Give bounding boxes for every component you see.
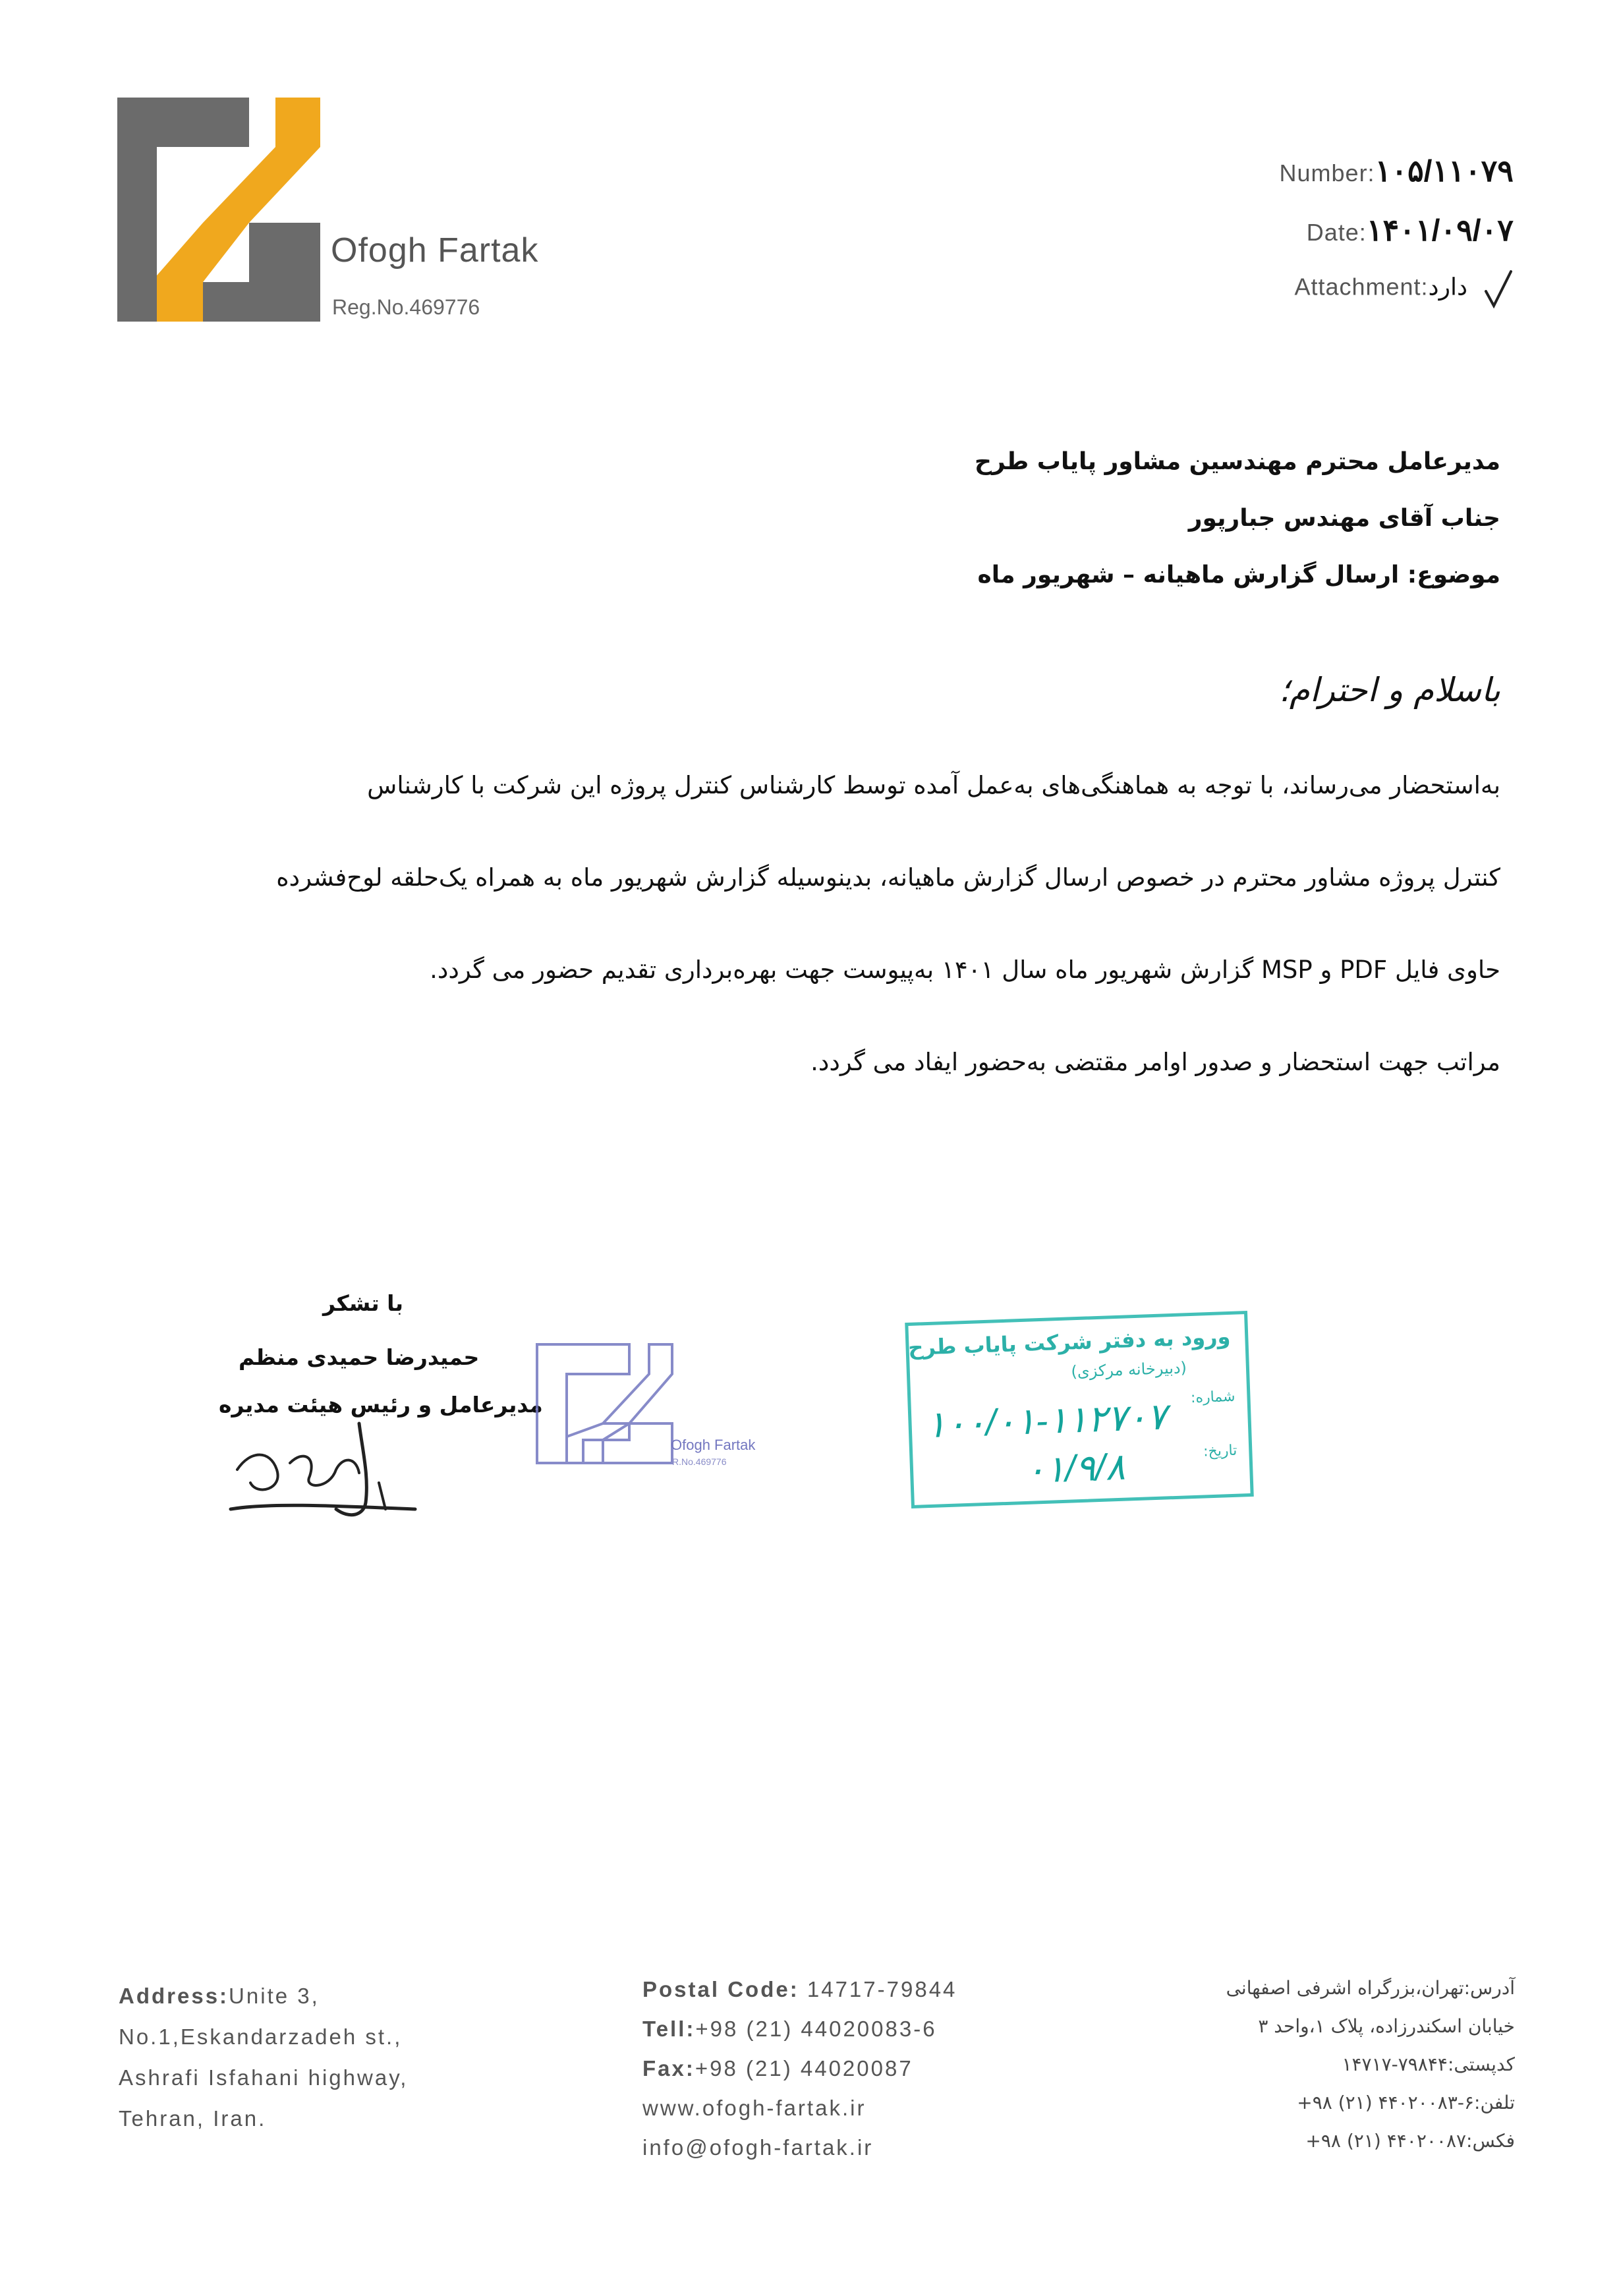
signatory-name: حمیدرضا حمیدی منظم bbox=[239, 1344, 480, 1370]
receipt-date: ۰۱/۹/۸ bbox=[1025, 1445, 1126, 1491]
body-line-4: مراتب جهت استحضار و صدور اوامر مقتضی به‌حضور ایفاد می گردد. bbox=[810, 1048, 1500, 1076]
footer-address-line-3: Ashrafi Isfahani highway, bbox=[119, 2065, 409, 2090]
greeting: باسلام و احترام؛ bbox=[1279, 671, 1500, 709]
footer-fa-line-1: آدرس:تهران،بزرگراه اشرفی اصفهانی bbox=[1226, 1977, 1515, 1999]
body-line-2: کنترل پروژه مشاور محترم در خصوص ارسال گزارش ماهیانه، بدینوسیله گزارش شهریور ماه به همراه یک‌حلقه لوح‌فشرده bbox=[276, 863, 1500, 892]
stamp-company-name: Ofogh Fartak bbox=[671, 1437, 756, 1453]
footer-fa-line-3: کدپستی:۷۹۸۴۴-۱۴۷۱۷ bbox=[1342, 2053, 1515, 2075]
footer-tel: Tell:+98 (21) 44020083-6 bbox=[642, 2017, 937, 2041]
receipt-stamp bbox=[905, 1311, 1254, 1508]
footer-address-line-1: Address:Unite 3, bbox=[119, 1984, 320, 2008]
footer-website-link[interactable]: www.ofogh-fartak.ir bbox=[642, 2096, 866, 2120]
footer-fax: Fax:+98 (21) 44020087 bbox=[642, 2056, 913, 2081]
body-line-1: به‌استحضار می‌رساند، با توجه به هماهنگی‌های به‌عمل آمده توسط کارشناس کنترل پروژه این شرکت با کارشناس bbox=[367, 771, 1500, 799]
letter-number: Number:۱۰۵/۱۱۰۷۹ bbox=[1279, 154, 1514, 188]
stamp-reg-number: R.No.469776 bbox=[672, 1456, 727, 1467]
company-reg-number: Reg.No.469776 bbox=[332, 295, 480, 319]
footer-address-line-2: No.1,Eskandarzadeh st., bbox=[119, 2024, 403, 2049]
receipt-stamp-title: ورود به دفتر شرکت پایاب طرح bbox=[907, 1323, 1231, 1360]
footer-fa-line-5: فکس:۴۴۰۲۰۰۸۷ (۲۱) ۹۸+ bbox=[1305, 2130, 1515, 2152]
subject-line: موضوع: ارسال گزارش ماهیانه – شهریور ماه bbox=[977, 561, 1500, 588]
signatory-title: مدیرعامل و رئیس هیئت مدیره bbox=[219, 1392, 543, 1418]
recipient-person: جناب آقای مهندس جبارپور bbox=[1188, 505, 1500, 532]
handwritten-signature-icon bbox=[217, 1410, 428, 1529]
checkmark-icon bbox=[1483, 269, 1514, 308]
signature-thanks: با تشکر bbox=[323, 1290, 403, 1316]
receipt-number: ۱۰۰/۰۱-۱۱۲۷۰۷ bbox=[925, 1395, 1168, 1446]
receipt-number-label: شماره: bbox=[1190, 1388, 1236, 1407]
recipient-line: مدیرعامل محترم مهندسین مشاور پایاب طرح bbox=[975, 448, 1500, 475]
company-logo-icon bbox=[117, 98, 320, 322]
letter-attachment: Attachment:دارد bbox=[1294, 269, 1514, 308]
letter-date: Date:۱۴۰۱/۰۹/۰۷ bbox=[1306, 213, 1514, 247]
footer-email-link[interactable]: info@ofogh-fartak.ir bbox=[642, 2135, 874, 2160]
footer-address-line-4: Tehran, Iran. bbox=[119, 2106, 267, 2131]
body-line-3: حاوی فایل PDF و MSP گزارش شهریور ماه سال ۱۴۰۱ به‌پیوست جهت بهره‌برداری تقدیم حضور می گردد. bbox=[430, 956, 1500, 984]
footer-postal: Postal Code: 14717-79844 bbox=[642, 1977, 957, 2001]
receipt-stamp-subtitle: (دبیرخانه مرکزی) bbox=[1071, 1358, 1187, 1381]
footer-fa-line-4: تلفن:۶-۴۴۰۲۰۰۸۳ (۲۱) ۹۸+ bbox=[1297, 2092, 1515, 2113]
receipt-date-label: تاریخ: bbox=[1203, 1442, 1237, 1460]
company-name: Ofogh Fartak bbox=[331, 231, 539, 270]
footer-fa-line-2: خیابان اسکندرزاده، پلاک ۱،واحد ۳ bbox=[1258, 2015, 1515, 2037]
